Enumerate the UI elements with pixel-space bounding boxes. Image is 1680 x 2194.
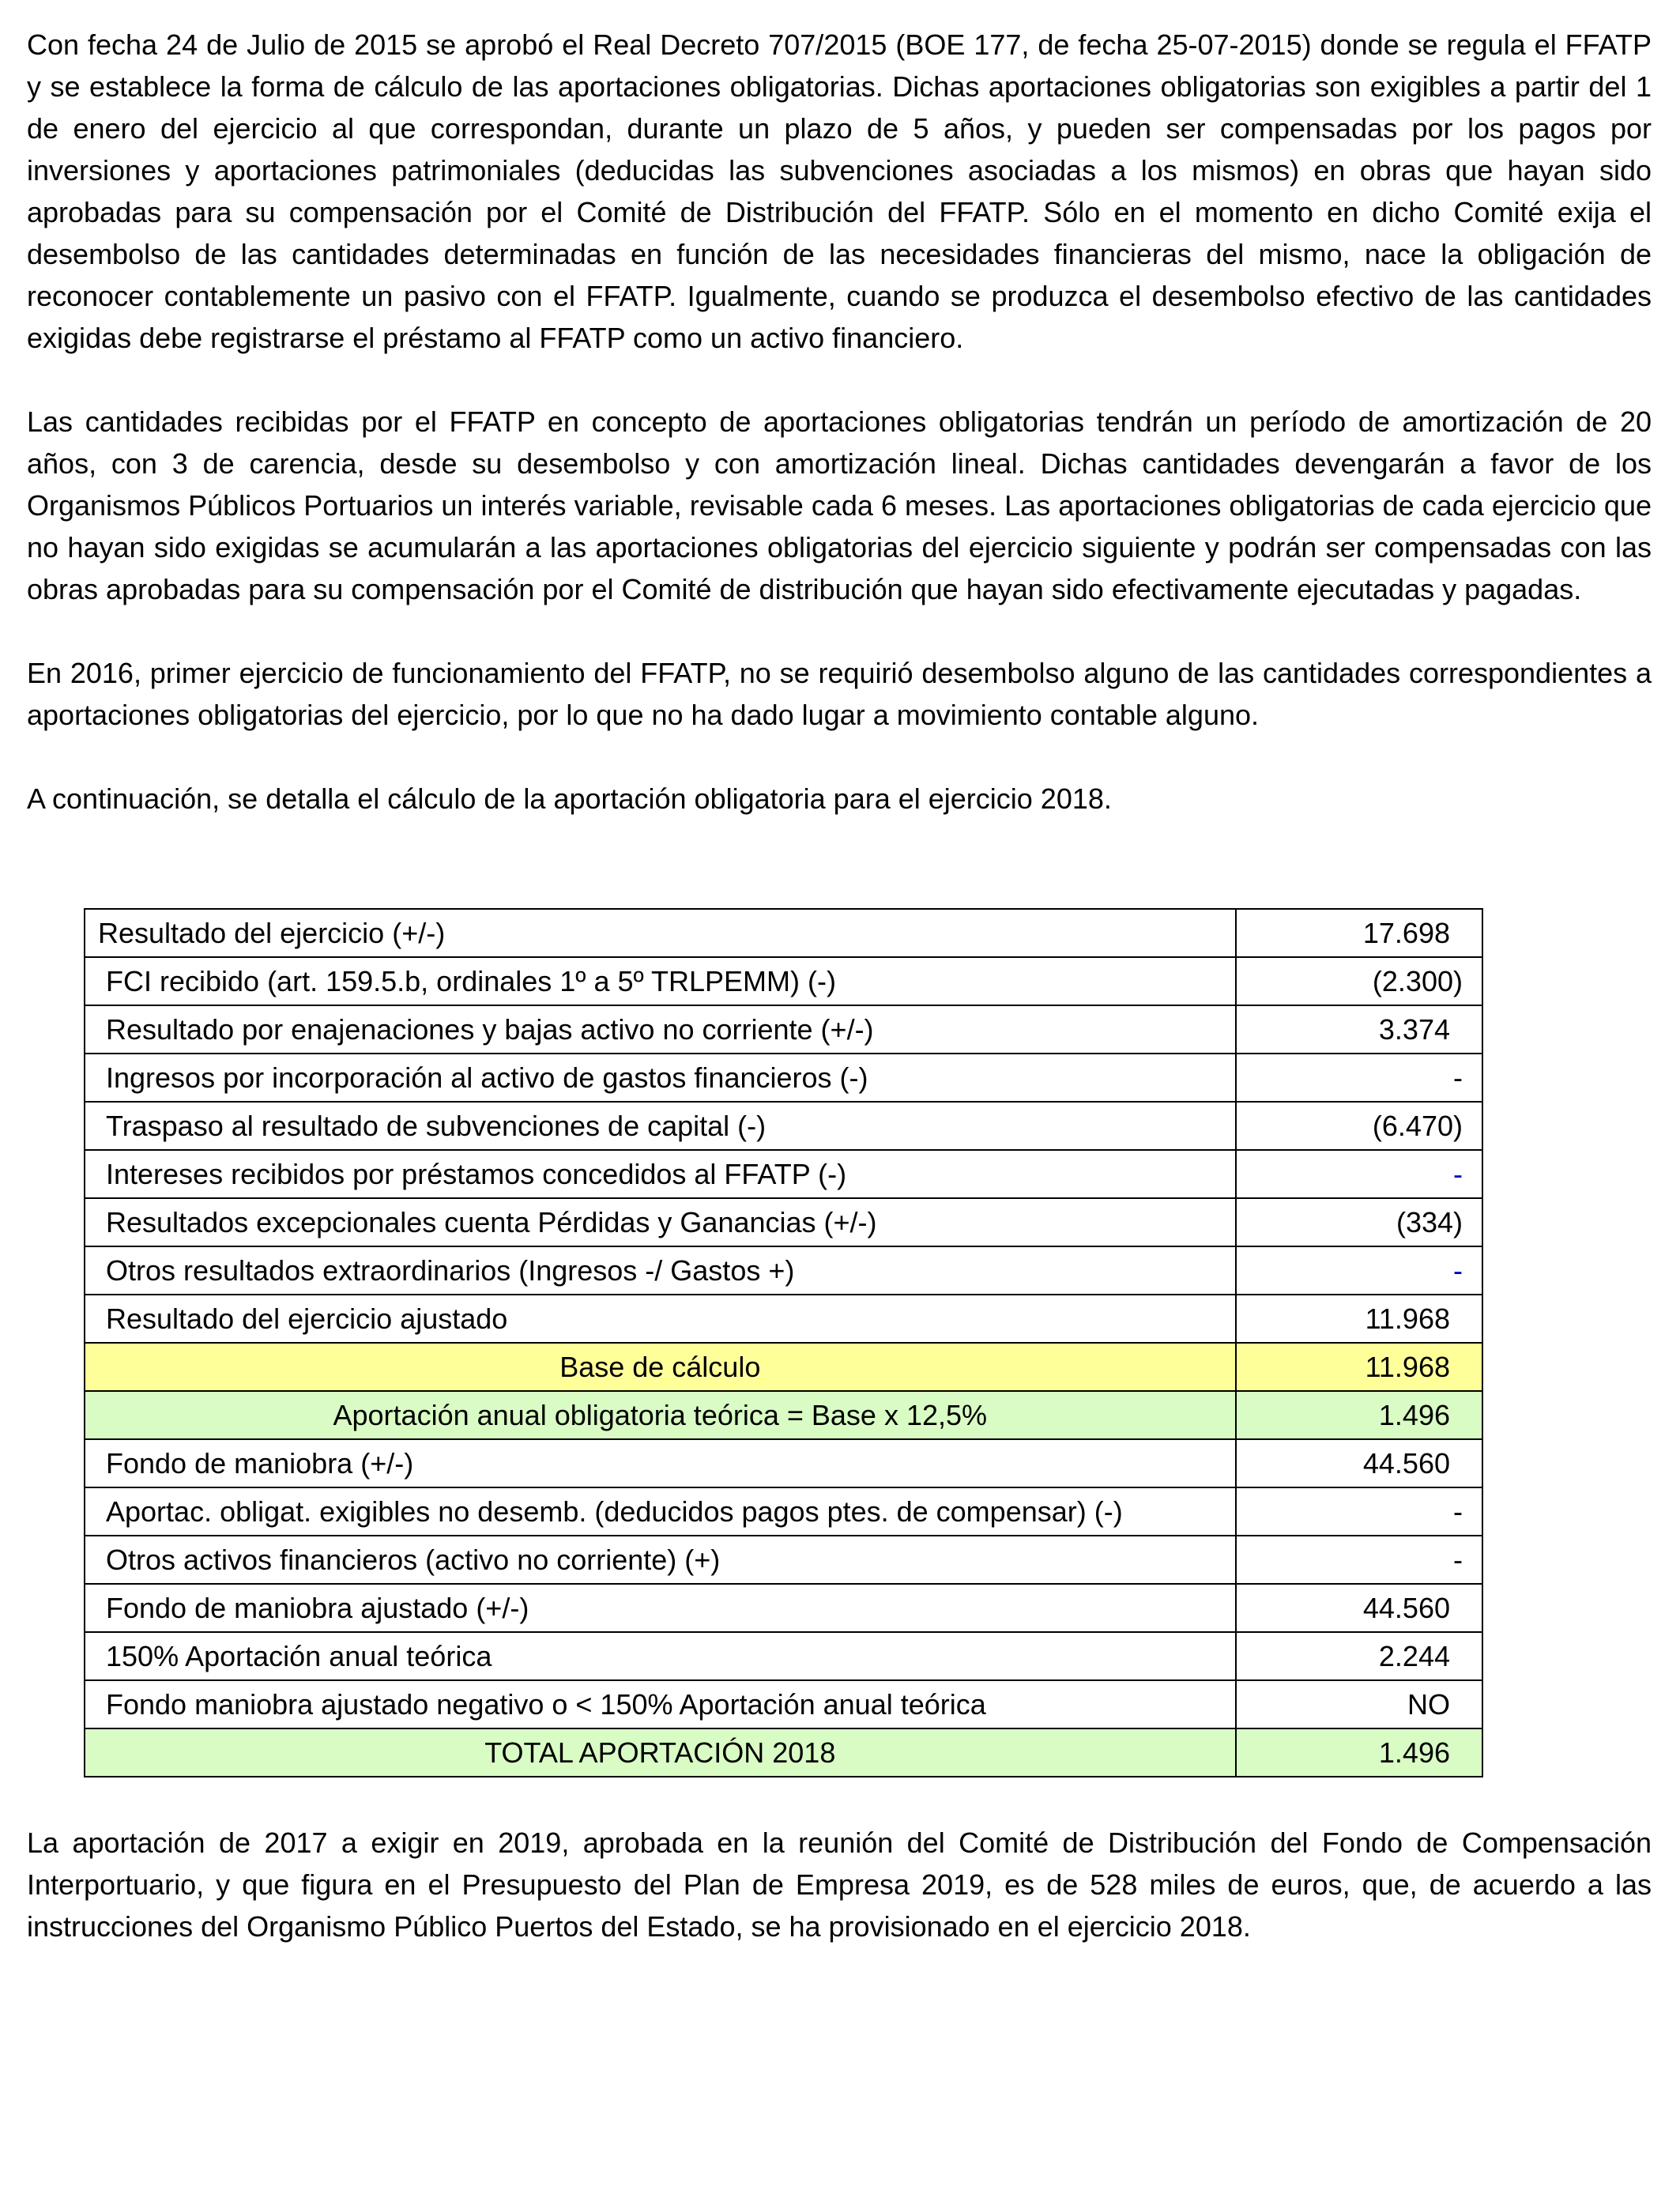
row-value: - bbox=[1236, 1246, 1482, 1295]
row-label: Fondo maniobra ajustado negativo o < 150% Aportación anual teórica bbox=[85, 1680, 1236, 1728]
row-label: Fondo de maniobra (+/-) bbox=[85, 1439, 1236, 1487]
row-label: Otros resultados extraordinarios (Ingresos -/ Gastos +) bbox=[85, 1246, 1236, 1295]
table-row bbox=[85, 1295, 1482, 1343]
row-label: Ingresos por incorporación al activo de gastos financieros (-) bbox=[85, 1054, 1236, 1102]
paragraph-aportacion-2017: La aportación de 2017 a exigir en 2019, aprobada en la reunión del Comité de Distribución del Fondo de Compensación Interportuario, y que figura en el Presupuesto del Plan de Empresa 2019, es de 528 miles de euros, que, de acuerdo a las instrucciones del Organismo Público Puertos del Estado, se ha provisionado en el ejercicio 2018. bbox=[27, 1826, 1652, 1943]
table-row bbox=[85, 1632, 1482, 1680]
table-row bbox=[85, 1439, 1482, 1487]
row-label: Resultado del ejercicio ajustado bbox=[85, 1295, 1236, 1343]
table-row bbox=[85, 1246, 1482, 1295]
row-value: - bbox=[1236, 1054, 1482, 1102]
row-label: Otros activos financieros (activo no corriente) (+) bbox=[85, 1536, 1236, 1584]
row-value: (6.470) bbox=[1236, 1102, 1482, 1150]
document-page bbox=[27, 24, 1652, 1947]
row-value: 1.496 bbox=[1236, 1391, 1482, 1439]
paragraph-cantidades-recibidas: Las cantidades recibidas por el FFATP en concepto de aportaciones obligatorias tendrán un período de amortización de 20 años, con 3 de carencia, desde su desembolso y con amortización lineal. Dichas cantidades devengarán a favor de los Organismos Públicos Portuarios un interés variable, revisable cada 6 meses. Las aportaciones obligatorias de cada ejercicio que no hayan sido exigidas se acumularán a las aportaciones obligatorias del ejercicio siguiente y podrán ser compensadas con las obras aprobadas para su compensación por el Comité de distribución que hayan sido efectivamente ejecutadas y pagadas. bbox=[27, 405, 1652, 605]
row-label: Intereses recibidos por préstamos concedidos al FFATP (-) bbox=[85, 1150, 1236, 1198]
row-label: Aportación anual obligatoria teórica = Base x 12,5% bbox=[85, 1391, 1236, 1439]
table-row bbox=[85, 957, 1482, 1005]
calculation-table bbox=[84, 908, 1483, 1777]
table-row bbox=[85, 1584, 1482, 1632]
table-row bbox=[85, 1005, 1482, 1054]
row-value: NO bbox=[1236, 1680, 1482, 1728]
table-row bbox=[85, 909, 1482, 957]
row-value: 3.374 bbox=[1236, 1005, 1482, 1054]
row-value: - bbox=[1236, 1487, 1482, 1536]
row-label: TOTAL APORTACIÓN 2018 bbox=[85, 1728, 1236, 1777]
table-row bbox=[85, 1150, 1482, 1198]
table-row bbox=[85, 1198, 1482, 1246]
row-label: 150% Aportación anual teórica bbox=[85, 1632, 1236, 1680]
table-row bbox=[85, 1054, 1482, 1102]
row-value: 1.496 bbox=[1236, 1728, 1482, 1777]
row-label: Resultado por enajenaciones y bajas activo no corriente (+/-) bbox=[85, 1005, 1236, 1054]
row-value: (2.300) bbox=[1236, 957, 1482, 1005]
row-label: Resultados excepcionales cuenta Pérdidas y Ganancias (+/-) bbox=[85, 1198, 1236, 1246]
row-value: 44.560 bbox=[1236, 1439, 1482, 1487]
table-row-base-calculo bbox=[85, 1343, 1482, 1391]
row-label: Traspaso al resultado de subvenciones de capital (-) bbox=[85, 1102, 1236, 1150]
row-label: Base de cálculo bbox=[85, 1343, 1236, 1391]
paragraph-real-decreto: Con fecha 24 de Julio de 2015 se aprobó el Real Decreto 707/2015 (BOE 177, de fecha 25-07-2015) donde se regula el FFATP y se establece la forma de cálculo de las aportaciones obligatorias. Dichas aportaciones obligatorias son exigibles a partir del 1 de enero del ejercicio al que correspondan, durante un plazo de 5 años, y pueden ser compensadas por los pagos por inversiones y aportaciones patrimoniales (deducidas las subvenciones asociadas a los mismos) en obras que hayan sido aprobadas para su compensación por el Comité de Distribución del FFATP. Sólo en el momento en dicho Comité exija el desembolso de las cantidades determinadas en función de las necesidades financieras del mismo, nace la obligación de reconocer contablemente un pasivo con el FFATP. Igualmente, cuando se produzca el desembolso efectivo de las cantidades exigidas debe registrarse el préstamo al FFATP como un activo financiero. bbox=[27, 28, 1652, 354]
row-value: 11.968 bbox=[1236, 1343, 1482, 1391]
row-label: FCI recibido (art. 159.5.b, ordinales 1º a 5º TRLPEMM) (-) bbox=[85, 957, 1236, 1005]
paragraph-intro-table: A continuación, se detalla el cálculo de la aportación obligatoria para el ejercicio 2018. bbox=[27, 782, 1112, 815]
table-row-total bbox=[85, 1728, 1482, 1777]
table-row-aportacion-teorica bbox=[85, 1391, 1482, 1439]
row-label: Aportac. obligat. exigibles no desemb. (deducidos pagos ptes. de compensar) (-) bbox=[85, 1487, 1236, 1536]
table-row bbox=[85, 1536, 1482, 1584]
row-label: Resultado del ejercicio (+/-) bbox=[85, 909, 1236, 957]
row-value: - bbox=[1236, 1150, 1482, 1198]
row-value: 2.244 bbox=[1236, 1632, 1482, 1680]
row-value: (334) bbox=[1236, 1198, 1482, 1246]
row-value: 44.560 bbox=[1236, 1584, 1482, 1632]
row-label: Fondo de maniobra ajustado (+/-) bbox=[85, 1584, 1236, 1632]
table-row bbox=[85, 1680, 1482, 1728]
row-value: - bbox=[1236, 1536, 1482, 1584]
paragraph-2016: En 2016, primer ejercicio de funcionamiento del FFATP, no se requirió desembolso alguno de las cantidades correspondientes a aportaciones obligatorias del ejercicio, por lo que no ha dado lugar a movimiento contable alguno. bbox=[27, 657, 1652, 731]
row-value: 17.698 bbox=[1236, 909, 1482, 957]
row-value: 11.968 bbox=[1236, 1295, 1482, 1343]
table-row bbox=[85, 1102, 1482, 1150]
table-row bbox=[85, 1487, 1482, 1536]
